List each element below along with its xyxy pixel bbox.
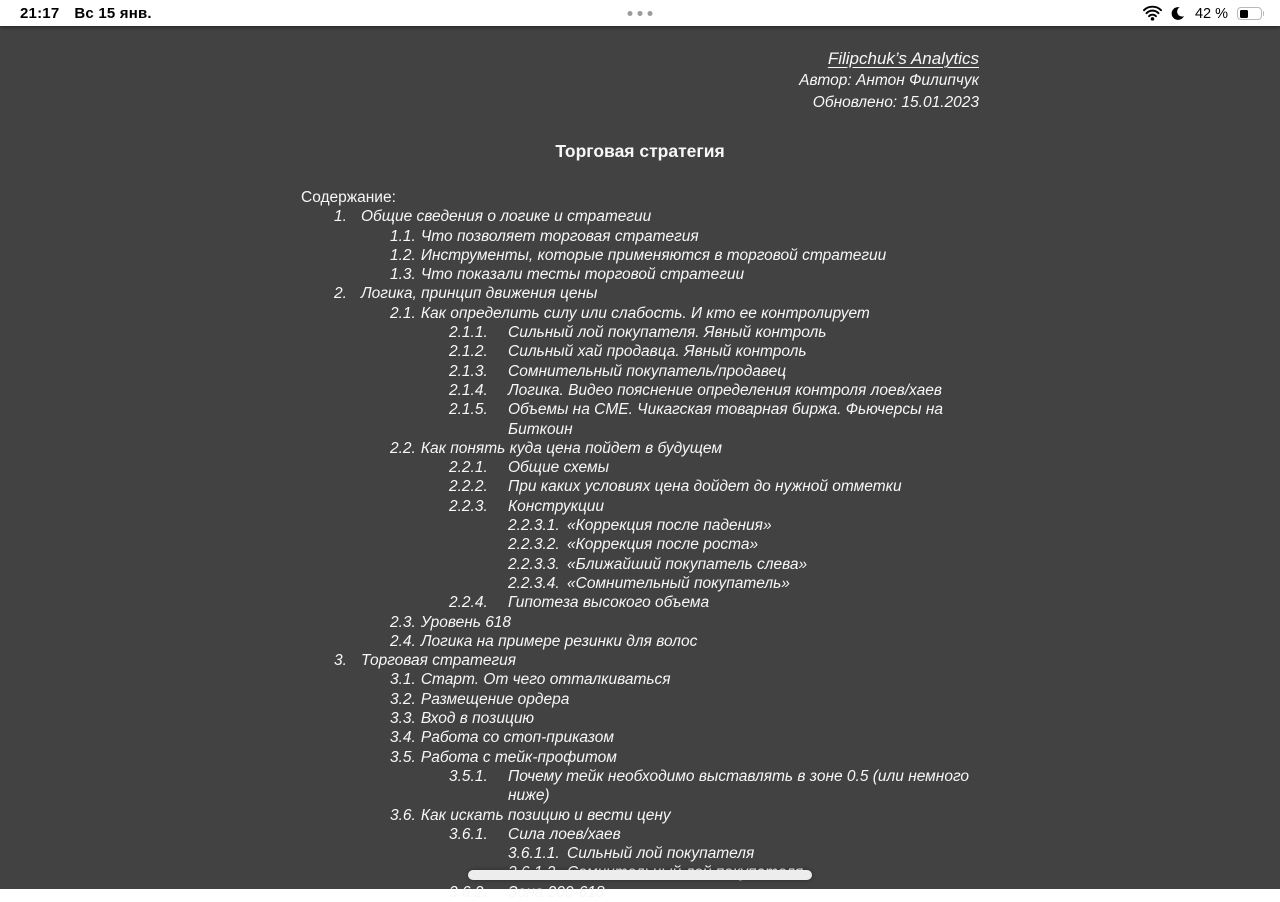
toc-item-number: 1.2.	[390, 246, 416, 264]
toc-item-text: Почему тейк необходимо выставлять в зоне 0.5 (или немного ниже)	[508, 767, 970, 805]
toc-item-text: Торговая стратегия	[361, 652, 517, 670]
toc-item	[301, 458, 979, 477]
toc-item	[301, 883, 979, 902]
toc-item-number: 2.1.3.	[449, 362, 488, 380]
toc-item-text: При каких условиях цена дойдет до нужной отметки	[508, 478, 902, 496]
toc-item-text: Размещение ордера	[420, 690, 570, 708]
moon-icon	[1171, 6, 1186, 21]
toc-item	[301, 709, 979, 728]
clock: 21:17	[20, 5, 60, 22]
toc-item	[301, 381, 979, 400]
status-bar-right	[1143, 5, 1264, 22]
toc-item	[301, 362, 979, 381]
toc-item	[301, 246, 979, 265]
toc-item-number: 2.2.3.	[449, 497, 488, 515]
toc-item	[301, 690, 979, 709]
toc-item-text: Гипотеза высокого объема	[508, 594, 710, 612]
toc-item	[301, 844, 979, 863]
toc-item	[301, 439, 979, 458]
toc-item	[301, 748, 979, 767]
toc-item	[301, 574, 979, 593]
wifi-icon	[1143, 7, 1162, 21]
toc-item-text: Конструкции	[508, 497, 605, 515]
toc-item-number: 3.6.2.	[449, 883, 488, 901]
status-bar-left	[20, 4, 152, 22]
toc-label: Содержание:	[301, 189, 396, 206]
toc-item	[301, 632, 979, 651]
toc-item-number: 2.1.4.	[449, 381, 488, 399]
toc-item-text: «Коррекция после роста»	[567, 536, 759, 554]
toc-item-number: 3.4.	[390, 729, 416, 747]
toc-item-text: Логика на примере резинки для волос	[420, 632, 698, 650]
doc-updated: Обновлено: 15.01.2023	[812, 94, 979, 111]
toc-item	[301, 304, 979, 323]
toc-item-number: 3.5.	[390, 748, 416, 766]
toc-item	[301, 323, 979, 342]
toc-item-number: 3.3.	[390, 710, 416, 728]
toc-item-number: 2.3.	[390, 613, 416, 631]
document-page	[301, 48, 979, 902]
toc-item	[301, 651, 979, 670]
toc-item-text: Общие сведения о логике и стратегии	[361, 208, 652, 226]
toc-item-number: 2.2.4.	[449, 594, 488, 612]
toc-item-text: Вход в позицию	[420, 710, 535, 728]
toc-item-text: Работа со стоп-приказом	[420, 729, 614, 747]
toc-item	[301, 555, 979, 574]
toc-item-text: Сильный лой покупателя. Явный контроль	[508, 324, 827, 342]
toc-item-text: Как искать позицию и вести цену	[420, 806, 671, 824]
toc-item	[301, 477, 979, 496]
doc-author: Автор: Антон Филипчук	[799, 72, 979, 89]
toc-item-text: Сильный лой покупателя	[567, 845, 755, 863]
toc-item	[301, 825, 979, 844]
toc-item-text: Уровень 618	[420, 613, 512, 631]
toc-item-number: 2.2.3.3.	[508, 555, 560, 573]
toc-item-number: 1.1.	[390, 227, 416, 245]
doc-brand: Filipchuk’s Analytics	[827, 49, 979, 68]
toc-item-number: 3.6.1.1.	[508, 845, 560, 863]
page-title: Торговая стратегия	[555, 141, 725, 161]
status-date: Вс 15 янв.	[74, 5, 152, 22]
toc-item-number: 1.	[334, 208, 347, 226]
toc-item-number: 1.3.	[390, 266, 416, 284]
toc-item-number: 2.4.	[390, 632, 416, 650]
battery-fill	[1240, 10, 1248, 18]
toc-item-text: Инструменты, которые применяются в торговой стратегии	[420, 246, 887, 264]
toc-item-number: 3.1.	[390, 671, 416, 689]
toc-item-text: Старт. От чего отталкиваться	[420, 671, 671, 689]
toc-item-text: «Сомнительный покупатель»	[567, 574, 790, 592]
toc-item-text: Как определить силу или слабость. И кто ее контролирует	[420, 304, 870, 322]
battery-percent-label: 42 %	[1194, 5, 1228, 22]
toc-item	[301, 207, 979, 226]
toc-item	[301, 265, 979, 284]
document-header	[301, 48, 979, 114]
toc-item	[301, 227, 979, 246]
battery-icon	[1237, 7, 1264, 20]
multitasking-dots-icon[interactable]	[628, 11, 653, 16]
toc-item-number: 2.1.	[390, 304, 416, 322]
toc-item-text: Как понять куда цена пойдет в будущем	[420, 439, 723, 457]
toc-item-number: 3.	[334, 652, 347, 670]
status-bar-center	[628, 0, 653, 26]
toc-item-number: 2.2.	[390, 439, 416, 457]
toc-item-text: Логика. Видео пояснение определения контроля лоев/хаев	[508, 381, 942, 399]
table-of-contents	[301, 207, 979, 902]
toc-item-text: Объемы на CME. Чикагская товарная биржа. Фьючерсы на Биткоин	[508, 401, 943, 438]
toc-item-number: 2.2.2.	[449, 478, 488, 496]
toc-item-number: 2.1.2.	[449, 343, 488, 361]
toc-item-text: Сила лоев/хаев	[508, 825, 621, 843]
toc-item-text: Что показали тесты торговой стратегии	[420, 266, 745, 284]
toc-item-number: 3.6.	[390, 806, 416, 824]
toc-item	[301, 400, 979, 439]
toc-item	[301, 497, 979, 516]
toc-item	[301, 613, 979, 632]
toc-item-text: «Коррекция после падения»	[567, 517, 772, 535]
toc-item-text: Логика, принцип движения цены	[361, 285, 598, 303]
toc-item	[301, 284, 979, 303]
toc-item-number: 2.2.3.2.	[508, 536, 560, 554]
toc-item	[301, 806, 979, 825]
toc-item-number: 2.1.1.	[449, 324, 488, 342]
toc-item-number: 2.	[334, 285, 347, 303]
toc-item	[301, 767, 979, 806]
toc-item-number: 2.1.5.	[449, 401, 488, 419]
toc-item-text: Что позволяет торговая стратегия	[420, 227, 699, 245]
toc-item	[301, 670, 979, 689]
document-scroll-area[interactable]	[0, 26, 1280, 901]
toc-item	[301, 535, 979, 554]
toc-item-number: 3.6.1.	[449, 825, 488, 843]
toc-item	[301, 342, 979, 361]
toc-item	[301, 516, 979, 535]
toc-item-text: Сомнительный покупатель/продавец	[508, 362, 787, 380]
toc-item-text: Зона 200-618	[508, 883, 605, 901]
toc-item-number: 3.2.	[390, 690, 416, 708]
toc-item-text: Работа с тейк-профитом	[420, 748, 617, 766]
toc-item-number: 2.2.3.1.	[508, 517, 560, 535]
home-indicator[interactable]	[468, 870, 812, 880]
toc-item-text: «Ближайший покупатель слева»	[567, 555, 808, 573]
toc-item	[301, 728, 979, 747]
toc-item	[301, 593, 979, 612]
status-bar	[0, 0, 1280, 26]
toc-item-number: 2.2.1.	[449, 459, 488, 477]
toc-item-text: Общие схемы	[508, 459, 609, 477]
toc-item-number: 3.5.1.	[449, 767, 488, 785]
toc-item-number: 2.2.3.4.	[508, 574, 560, 592]
toc-item-text: Сильный хай продавца. Явный контроль	[508, 343, 807, 361]
